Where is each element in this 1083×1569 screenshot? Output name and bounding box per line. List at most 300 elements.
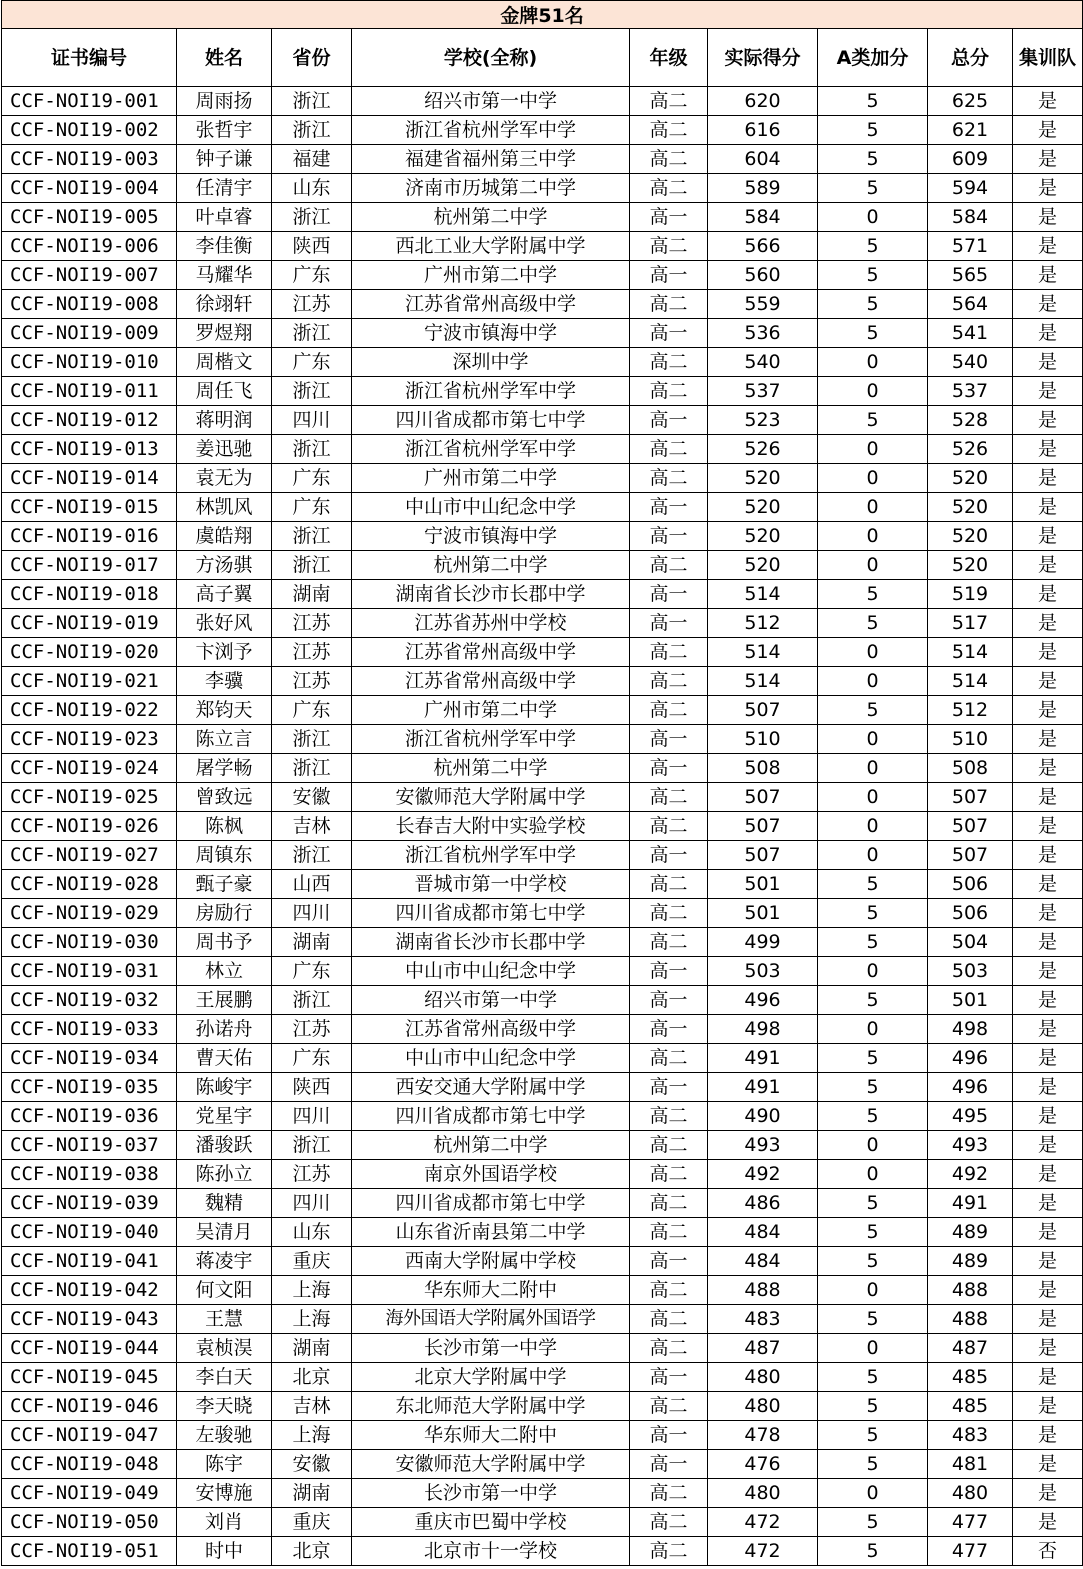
cell-total: 507 [928,783,1013,812]
cell-school: 长春吉大附中实验学校 [352,812,630,841]
cell-name: 蒋明润 [177,406,272,435]
cell-actual-score: 510 [708,725,818,754]
cell-total: 483 [928,1421,1013,1450]
table-row [2,261,1083,290]
cell-school: 广州市第二中学 [352,696,630,725]
cell-grade: 高二 [630,1276,708,1305]
cell-cert-number: CCF-NOI19-005 [2,203,177,232]
cell-cert-number: CCF-NOI19-018 [2,580,177,609]
table-title: 金牌51名 [2,1,1083,29]
table-row [2,870,1083,899]
cell-training-team: 是 [1013,261,1083,290]
table-row [2,1276,1083,1305]
cell-actual-score: 499 [708,928,818,957]
cell-a-bonus: 0 [818,203,928,232]
table-row [2,1044,1083,1073]
table-row [2,1392,1083,1421]
cell-total: 526 [928,435,1013,464]
cell-province: 北京 [272,1363,352,1392]
cell-actual-score: 490 [708,1102,818,1131]
table-row [2,1131,1083,1160]
cell-a-bonus: 5 [818,1450,928,1479]
cell-school: 杭州第二中学 [352,551,630,580]
cell-a-bonus: 0 [818,551,928,580]
table-row [2,696,1083,725]
cell-actual-score: 480 [708,1363,818,1392]
table-row [2,493,1083,522]
cell-training-team: 是 [1013,1218,1083,1247]
cell-grade: 高二 [630,1508,708,1537]
cell-name: 刘肖 [177,1508,272,1537]
cell-actual-score: 507 [708,783,818,812]
cell-province: 吉林 [272,812,352,841]
cell-name: 李天晓 [177,1392,272,1421]
cell-name: 林凯风 [177,493,272,522]
cell-cert-number: CCF-NOI19-002 [2,116,177,145]
cell-school: 东北师范大学附属中学 [352,1392,630,1421]
cell-province: 四川 [272,406,352,435]
cell-province: 吉林 [272,1392,352,1421]
cell-training-team: 是 [1013,1305,1083,1334]
cell-cert-number: CCF-NOI19-019 [2,609,177,638]
header-grade: 年级 [630,29,708,87]
cell-total: 491 [928,1189,1013,1218]
cell-a-bonus: 0 [818,1131,928,1160]
cell-training-team: 否 [1013,1537,1083,1566]
cell-grade: 高一 [630,986,708,1015]
cell-actual-score: 559 [708,290,818,319]
cell-actual-score: 498 [708,1015,818,1044]
table-row [2,725,1083,754]
cell-total: 625 [928,87,1013,116]
cell-training-team: 是 [1013,319,1083,348]
cell-training-team: 是 [1013,493,1083,522]
cell-name: 马耀华 [177,261,272,290]
cell-school: 湖南省长沙市长郡中学 [352,580,630,609]
cell-cert-number: CCF-NOI19-039 [2,1189,177,1218]
cell-training-team: 是 [1013,1508,1083,1537]
cell-a-bonus: 0 [818,812,928,841]
cell-grade: 高一 [630,319,708,348]
table-row [2,783,1083,812]
cell-province: 浙江 [272,725,352,754]
table-row [2,348,1083,377]
cell-a-bonus: 5 [818,1073,928,1102]
cell-grade: 高二 [630,812,708,841]
cell-name: 李佳衡 [177,232,272,261]
cell-cert-number: CCF-NOI19-010 [2,348,177,377]
cell-cert-number: CCF-NOI19-021 [2,667,177,696]
cell-name: 房励行 [177,899,272,928]
cell-a-bonus: 5 [818,87,928,116]
cell-school: 海外国语大学附属外国语学 [352,1305,630,1334]
cell-actual-score: 512 [708,609,818,638]
header-total: 总分 [928,29,1013,87]
cell-grade: 高二 [630,1305,708,1334]
cell-a-bonus: 0 [818,435,928,464]
cell-province: 江苏 [272,1160,352,1189]
cell-cert-number: CCF-NOI19-041 [2,1247,177,1276]
cell-training-team: 是 [1013,435,1083,464]
cell-province: 浙江 [272,87,352,116]
header-school: 学校(全称) [352,29,630,87]
cell-name: 党星宇 [177,1102,272,1131]
cell-name: 潘骏跃 [177,1131,272,1160]
cell-province: 重庆 [272,1508,352,1537]
cell-actual-score: 520 [708,493,818,522]
cell-a-bonus: 0 [818,841,928,870]
cell-total: 496 [928,1073,1013,1102]
cell-cert-number: CCF-NOI19-051 [2,1537,177,1566]
cell-total: 487 [928,1334,1013,1363]
cell-name: 屠学畅 [177,754,272,783]
cell-name: 甄子豪 [177,870,272,899]
cell-school: 江苏省常州高级中学 [352,290,630,319]
cell-actual-score: 520 [708,522,818,551]
header-province: 省份 [272,29,352,87]
cell-school: 广州市第二中学 [352,464,630,493]
cell-province: 陕西 [272,1073,352,1102]
table-row [2,986,1083,1015]
cell-name: 周镇东 [177,841,272,870]
cell-grade: 高二 [630,1160,708,1189]
cell-grade: 高一 [630,580,708,609]
cell-total: 485 [928,1363,1013,1392]
cell-grade: 高二 [630,348,708,377]
cell-school: 四川省成都市第七中学 [352,1102,630,1131]
cell-province: 广东 [272,696,352,725]
cell-training-team: 是 [1013,377,1083,406]
cell-training-team: 是 [1013,232,1083,261]
cell-cert-number: CCF-NOI19-046 [2,1392,177,1421]
cell-actual-score: 507 [708,841,818,870]
cell-grade: 高二 [630,1189,708,1218]
cell-total: 508 [928,754,1013,783]
cell-grade: 高二 [630,1044,708,1073]
cell-school: 深圳中学 [352,348,630,377]
header-training-team: 集训队 [1013,29,1083,87]
cell-name: 徐翊轩 [177,290,272,319]
cell-cert-number: CCF-NOI19-044 [2,1334,177,1363]
table-row [2,1508,1083,1537]
cell-actual-score: 566 [708,232,818,261]
cell-total: 488 [928,1305,1013,1334]
cell-a-bonus: 5 [818,261,928,290]
cell-actual-score: 472 [708,1537,818,1566]
cell-school: 浙江省杭州学军中学 [352,841,630,870]
cell-grade: 高二 [630,377,708,406]
cell-training-team: 是 [1013,754,1083,783]
table-row [2,1334,1083,1363]
cell-province: 四川 [272,899,352,928]
cell-training-team: 是 [1013,1044,1083,1073]
cell-school: 长沙市第一中学 [352,1334,630,1363]
cell-total: 519 [928,580,1013,609]
cell-name: 时中 [177,1537,272,1566]
cell-total: 520 [928,464,1013,493]
cell-school: 杭州第二中学 [352,754,630,783]
cell-name: 周雨扬 [177,87,272,116]
cell-province: 重庆 [272,1247,352,1276]
cell-province: 四川 [272,1102,352,1131]
cell-province: 浙江 [272,435,352,464]
cell-grade: 高二 [630,145,708,174]
cell-school: 浙江省杭州学军中学 [352,377,630,406]
cell-training-team: 是 [1013,1450,1083,1479]
cell-grade: 高二 [630,1131,708,1160]
cell-school: 西北工业大学附属中学 [352,232,630,261]
cell-a-bonus: 5 [818,986,928,1015]
cell-actual-score: 537 [708,377,818,406]
cell-a-bonus: 5 [818,580,928,609]
cell-grade: 高二 [630,638,708,667]
cell-cert-number: CCF-NOI19-040 [2,1218,177,1247]
table-row [2,290,1083,319]
table-row [2,1421,1083,1450]
cell-cert-number: CCF-NOI19-004 [2,174,177,203]
cell-a-bonus: 0 [818,1160,928,1189]
cell-name: 李骥 [177,667,272,696]
cell-cert-number: CCF-NOI19-006 [2,232,177,261]
cell-total: 503 [928,957,1013,986]
cell-name: 叶卓睿 [177,203,272,232]
cell-grade: 高一 [630,1363,708,1392]
cell-cert-number: CCF-NOI19-016 [2,522,177,551]
cell-actual-score: 492 [708,1160,818,1189]
cell-training-team: 是 [1013,116,1083,145]
cell-cert-number: CCF-NOI19-007 [2,261,177,290]
cell-school: 江苏省常州高级中学 [352,1015,630,1044]
cell-grade: 高一 [630,493,708,522]
cell-cert-number: CCF-NOI19-049 [2,1479,177,1508]
cell-school: 安徽师范大学附属中学 [352,1450,630,1479]
table-row [2,1102,1083,1131]
cell-province: 浙江 [272,841,352,870]
cell-training-team: 是 [1013,812,1083,841]
cell-cert-number: CCF-NOI19-048 [2,1450,177,1479]
cell-province: 福建 [272,145,352,174]
cell-actual-score: 501 [708,870,818,899]
table-row [2,899,1083,928]
cell-name: 陈枫 [177,812,272,841]
cell-name: 曾致远 [177,783,272,812]
cell-training-team: 是 [1013,1131,1083,1160]
cell-training-team: 是 [1013,203,1083,232]
cell-name: 陈峻宇 [177,1073,272,1102]
cell-training-team: 是 [1013,1189,1083,1218]
cell-name: 魏精 [177,1189,272,1218]
cell-training-team: 是 [1013,1334,1083,1363]
cell-a-bonus: 0 [818,1479,928,1508]
cell-grade: 高一 [630,522,708,551]
cell-grade: 高二 [630,1479,708,1508]
cell-name: 左骏驰 [177,1421,272,1450]
cell-a-bonus: 5 [818,928,928,957]
title-row [2,1,1083,29]
table-row [2,203,1083,232]
cell-total: 537 [928,377,1013,406]
cell-training-team: 是 [1013,1276,1083,1305]
cell-province: 上海 [272,1305,352,1334]
cell-name: 安博施 [177,1479,272,1508]
cell-a-bonus: 0 [818,1276,928,1305]
cell-grade: 高二 [630,899,708,928]
cell-province: 浙江 [272,377,352,406]
cell-training-team: 是 [1013,609,1083,638]
cell-total: 514 [928,667,1013,696]
cell-actual-score: 540 [708,348,818,377]
cell-cert-number: CCF-NOI19-045 [2,1363,177,1392]
cell-grade: 高一 [630,406,708,435]
cell-actual-score: 483 [708,1305,818,1334]
cell-a-bonus: 5 [818,1247,928,1276]
cell-actual-score: 560 [708,261,818,290]
cell-total: 571 [928,232,1013,261]
cell-province: 湖南 [272,580,352,609]
cell-province: 浙江 [272,754,352,783]
cell-total: 506 [928,899,1013,928]
cell-name: 曹天佑 [177,1044,272,1073]
cell-training-team: 是 [1013,1363,1083,1392]
cell-training-team: 是 [1013,957,1083,986]
cell-training-team: 是 [1013,464,1083,493]
cell-cert-number: CCF-NOI19-017 [2,551,177,580]
cell-name: 袁桢淏 [177,1334,272,1363]
cell-actual-score: 520 [708,551,818,580]
cell-actual-score: 604 [708,145,818,174]
cell-province: 四川 [272,1189,352,1218]
cell-training-team: 是 [1013,928,1083,957]
cell-grade: 高二 [630,116,708,145]
cell-actual-score: 491 [708,1073,818,1102]
cell-grade: 高一 [630,261,708,290]
cell-a-bonus: 5 [818,870,928,899]
cell-training-team: 是 [1013,551,1083,580]
cell-grade: 高二 [630,1218,708,1247]
cell-actual-score: 520 [708,464,818,493]
cell-training-team: 是 [1013,667,1083,696]
cell-name: 袁无为 [177,464,272,493]
cell-training-team: 是 [1013,290,1083,319]
cell-a-bonus: 5 [818,145,928,174]
cell-training-team: 是 [1013,522,1083,551]
cell-total: 492 [928,1160,1013,1189]
gold-medal-table [1,0,1083,1566]
cell-province: 陕西 [272,232,352,261]
cell-province: 山东 [272,1218,352,1247]
cell-a-bonus: 5 [818,899,928,928]
cell-total: 501 [928,986,1013,1015]
cell-actual-score: 620 [708,87,818,116]
cell-grade: 高二 [630,928,708,957]
cell-a-bonus: 5 [818,1421,928,1450]
cell-cert-number: CCF-NOI19-029 [2,899,177,928]
cell-total: 493 [928,1131,1013,1160]
cell-cert-number: CCF-NOI19-032 [2,986,177,1015]
table-row [2,1015,1083,1044]
table-row [2,551,1083,580]
cell-school: 宁波市镇海中学 [352,319,630,348]
cell-grade: 高二 [630,667,708,696]
cell-grade: 高一 [630,1247,708,1276]
cell-cert-number: CCF-NOI19-037 [2,1131,177,1160]
cell-total: 477 [928,1537,1013,1566]
cell-school: 西南大学附属中学校 [352,1247,630,1276]
cell-grade: 高二 [630,290,708,319]
cell-training-team: 是 [1013,174,1083,203]
cell-actual-score: 514 [708,638,818,667]
cell-cert-number: CCF-NOI19-027 [2,841,177,870]
header-name: 姓名 [177,29,272,87]
cell-name: 郑钧天 [177,696,272,725]
cell-school: 长沙市第一中学 [352,1479,630,1508]
cell-province: 上海 [272,1276,352,1305]
cell-a-bonus: 5 [818,1044,928,1073]
cell-actual-score: 478 [708,1421,818,1450]
cell-province: 安徽 [272,1450,352,1479]
cell-province: 浙江 [272,116,352,145]
cell-school: 福建省福州第三中学 [352,145,630,174]
cell-total: 541 [928,319,1013,348]
cell-cert-number: CCF-NOI19-025 [2,783,177,812]
cell-grade: 高一 [630,1450,708,1479]
table-row [2,232,1083,261]
cell-total: 510 [928,725,1013,754]
table-body [2,87,1083,1566]
cell-training-team: 是 [1013,348,1083,377]
cell-school: 浙江省杭州学军中学 [352,725,630,754]
cell-name: 罗煜翔 [177,319,272,348]
table-row [2,464,1083,493]
cell-a-bonus: 5 [818,1508,928,1537]
cell-a-bonus: 5 [818,609,928,638]
cell-school: 江苏省苏州中学校 [352,609,630,638]
cell-name: 姜迅驰 [177,435,272,464]
cell-name: 周书予 [177,928,272,957]
cell-school: 宁波市镇海中学 [352,522,630,551]
cell-cert-number: CCF-NOI19-050 [2,1508,177,1537]
cell-a-bonus: 0 [818,522,928,551]
cell-a-bonus: 5 [818,174,928,203]
cell-name: 王慧 [177,1305,272,1334]
cell-training-team: 是 [1013,1073,1083,1102]
cell-province: 江苏 [272,638,352,667]
cell-cert-number: CCF-NOI19-011 [2,377,177,406]
cell-total: 488 [928,1276,1013,1305]
cell-grade: 高一 [630,725,708,754]
cell-a-bonus: 5 [818,1102,928,1131]
table-row [2,928,1083,957]
cell-a-bonus: 0 [818,377,928,406]
cell-name: 任清宇 [177,174,272,203]
table-row [2,1247,1083,1276]
cell-actual-score: 480 [708,1392,818,1421]
cell-school: 绍兴市第一中学 [352,87,630,116]
cell-province: 江苏 [272,1015,352,1044]
cell-training-team: 是 [1013,638,1083,667]
cell-school: 四川省成都市第七中学 [352,406,630,435]
cell-actual-score: 501 [708,899,818,928]
cell-province: 广东 [272,261,352,290]
cell-training-team: 是 [1013,783,1083,812]
cell-a-bonus: 5 [818,1189,928,1218]
cell-school: 华东师大二附中 [352,1276,630,1305]
cell-training-team: 是 [1013,1421,1083,1450]
cell-grade: 高二 [630,174,708,203]
cell-school: 四川省成都市第七中学 [352,899,630,928]
cell-total: 517 [928,609,1013,638]
cell-name: 张好风 [177,609,272,638]
